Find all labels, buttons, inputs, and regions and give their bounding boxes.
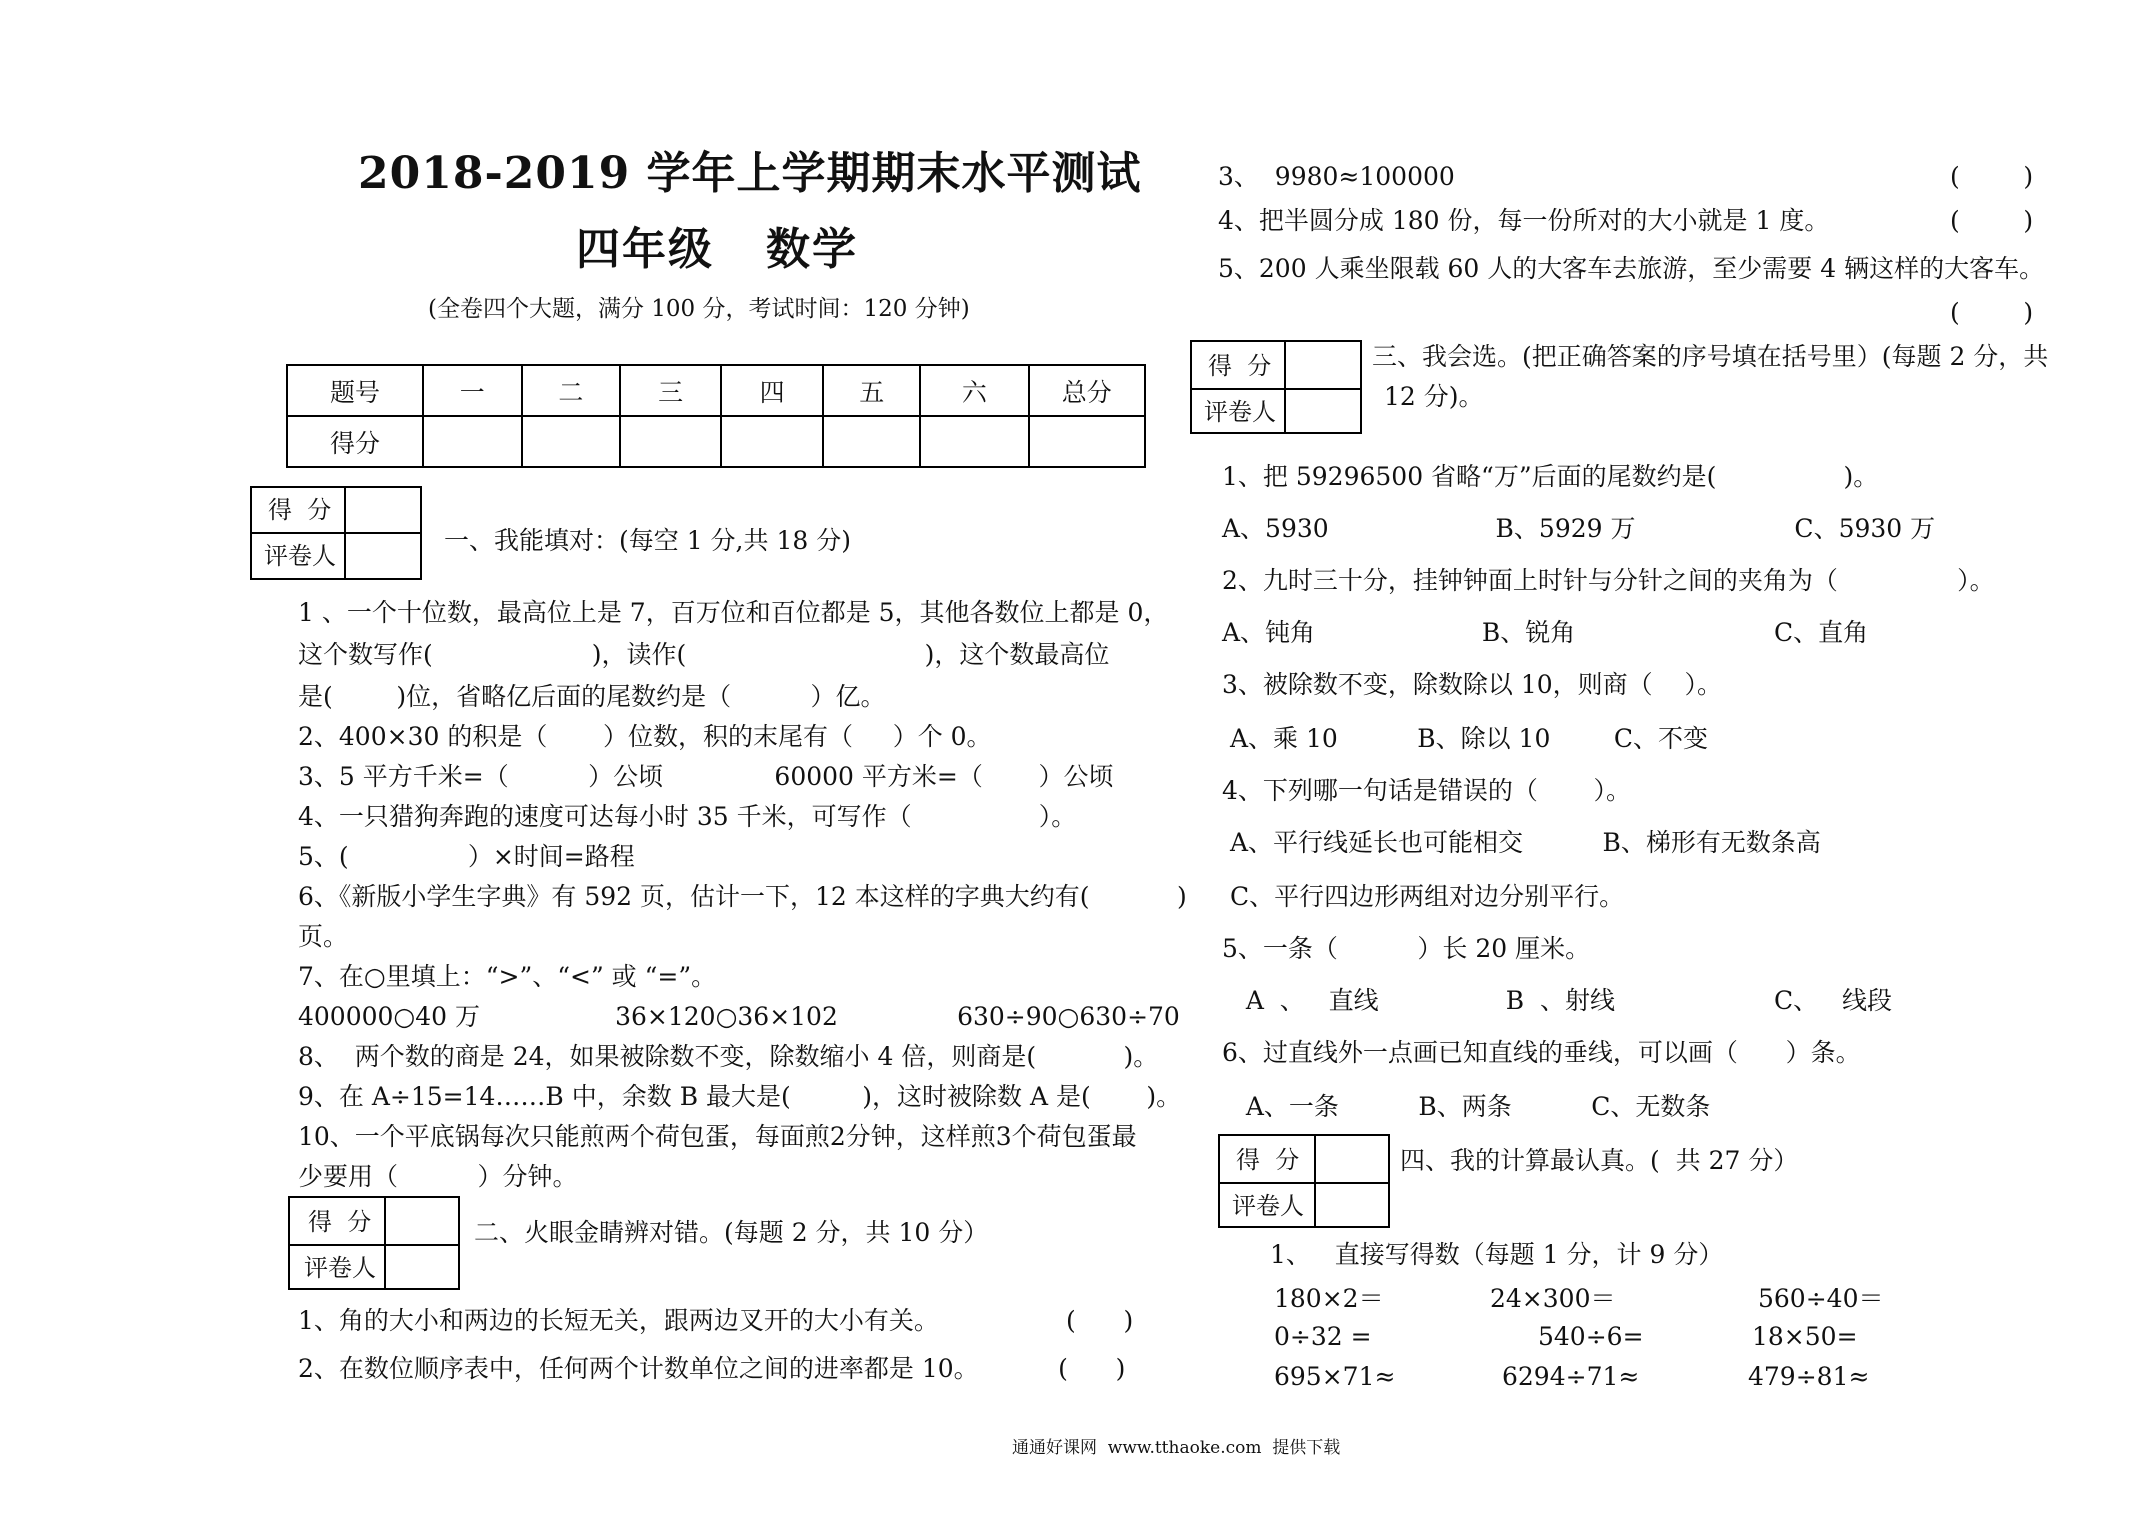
s1-line: 4、一只猎狗奔跑的速度可达每小时 35 千米，可写作（ ）。	[298, 802, 1077, 831]
s2-line: 2、在数位顺序表中，任何两个计数单位之间的进率都是 10。 ( )	[298, 1354, 1126, 1383]
calc-item: 540÷6=	[1538, 1322, 1644, 1351]
score-header-cell: 四	[721, 365, 824, 416]
s3-line: A、一条 B、两条 C、无数条	[1222, 1092, 1711, 1121]
score-table-score-row	[287, 416, 1145, 467]
s2-line-5: 5、200 人乘坐限载 60 人的大客车去旅游，至少需要 4 辆这样的大客车。	[1218, 254, 2045, 283]
calc-item: 0÷32 =	[1274, 1322, 1372, 1351]
score-table	[286, 364, 1146, 468]
s3-line: 2、九时三十分，挂钟钟面上时针与分针之间的夹角为（ ）。	[1222, 566, 1995, 595]
score-header-cell: 二	[522, 365, 621, 416]
s1-line: 7、在○里填上：“>”、“<” 或 “=”。	[298, 962, 717, 991]
calc-item: 18×50=	[1752, 1322, 1858, 1351]
score-table-header-row	[287, 365, 1145, 416]
grader-box-section4	[1218, 1134, 1390, 1228]
s1-line: 6、《新版小学生字典》有 592 页，估计一下，12 本这样的字典大约有( )	[298, 882, 1187, 911]
section3-heading: 三、我会选。(把正确答案的序号填在括号里）(每题 2 分，共	[1372, 342, 2049, 371]
grader-score-label: 得 分	[308, 1208, 372, 1236]
s1-line: 9、在 A÷15=14……B 中，余数 B 最大是( )，这时被除数 A 是( )。	[298, 1082, 1182, 1111]
section3-heading-cont: 12 分)。	[1384, 382, 1484, 411]
s1-line: 8、 两个数的商是 24，如果被除数不变，除数缩小 4 倍，则商是( )。	[298, 1042, 1159, 1071]
s2-line-3: 3、 9980≈100000	[1218, 162, 1455, 191]
s2-line: 1、角的大小和两边的长短无关，跟两边叉开的大小有关。 ( )	[298, 1306, 1134, 1335]
s1-line: 这个数写作( )，读作( )，这个数最高位	[298, 640, 1110, 669]
section2-heading: 二、火眼金睛辨对错。(每题 2 分，共 10 分）	[474, 1218, 989, 1247]
calc-item: 24×300＝	[1490, 1284, 1616, 1313]
s3-line: 5、一条（ ）长 20 厘米。	[1222, 934, 1591, 963]
s3-line: 6、过直线外一点画已知直线的垂线，可以画（ ）条。	[1222, 1038, 1861, 1067]
s1-line: 10、一个平底锅每次只能煎两个荷包蛋，每面煎2分钟，这样煎3个荷包蛋最	[298, 1122, 1137, 1151]
score-cell[interactable]	[423, 416, 522, 467]
score-header-cell: 总分	[1029, 365, 1145, 416]
answer-paren: ( )	[1950, 162, 2034, 191]
calc-item: 695×71≈	[1274, 1362, 1396, 1391]
score-header-cell: 五	[823, 365, 920, 416]
s1-line: 少要用（ ）分钟。	[298, 1162, 578, 1191]
calc-item: 479÷81≈	[1748, 1362, 1870, 1391]
exam-title: 2018-2019 学年上学期期末水平测试	[358, 148, 1142, 199]
s3-line: A、乘 10 B、除以 10 C、不变	[1222, 724, 1709, 753]
answer-paren: ( )	[1950, 298, 2034, 327]
section4-heading: 四、我的计算最认真。( 共 27 分）	[1400, 1146, 1799, 1175]
s3-line: C、平行四边形两组对边分别平行。	[1222, 882, 1625, 911]
footer-source: 通通好课网 www.tthaoke.com 提供下载	[1012, 1438, 1341, 1458]
s3-line: A、钝角 B、锐角 C、直角	[1222, 618, 1869, 647]
grader-score-label: 得 分	[1236, 1146, 1300, 1174]
grader-score-label: 得 分	[1208, 352, 1272, 380]
score-cell[interactable]	[920, 416, 1028, 467]
grader-name-label: 评卷人	[264, 542, 336, 570]
score-header-cell: 六	[920, 365, 1028, 416]
s3-line: A 、 直线 B 、射线 C、 线段	[1222, 986, 1892, 1015]
s1-line: 400000○40 万 36×120○36×102 630÷90○630÷70	[298, 1002, 1180, 1031]
answer-paren: ( )	[1950, 206, 2034, 235]
grader-box-section1	[250, 486, 422, 580]
score-row-label: 得分	[287, 416, 423, 467]
s1-line: 1 、一个十位数，最高位上是 7，百万位和百位都是 5，其他各数位上都是 0，	[298, 598, 1169, 627]
s2-line-4: 4、把半圆分成 180 份，每一份所对的大小就是 1 度。	[1218, 206, 1830, 235]
score-header-cell: 题号	[287, 365, 423, 416]
grader-box-section3	[1190, 340, 1362, 434]
s3-line: 3、被除数不变，除数除以 10，则商（ ）。	[1222, 670, 1722, 699]
s3-line: A、5930 B、5929 万 C、5930 万	[1222, 514, 1936, 543]
grader-score-label: 得 分	[268, 496, 332, 524]
score-header-cell: 三	[620, 365, 721, 416]
grader-box-section2	[288, 1196, 460, 1290]
s1-line: 3、5 平方千米=（ ）公顷 60000 平方米=（ ）公顷	[298, 762, 1114, 791]
s1-line: 5、( ）×时间=路程	[298, 842, 635, 871]
section1-heading: 一、我能填对：(每空 1 分,共 18 分)	[444, 526, 851, 555]
score-cell[interactable]	[620, 416, 721, 467]
score-header-cell: 一	[423, 365, 522, 416]
calc-item: 180×2＝	[1274, 1284, 1384, 1313]
exam-note: (全卷四个大题，满分 100 分，考试时间：120 分钟)	[428, 296, 970, 322]
score-cell[interactable]	[522, 416, 621, 467]
calc-item: 560÷40＝	[1758, 1284, 1884, 1313]
s3-line: 1、把 59296500 省略“万”后面的尾数约是( )。	[1222, 462, 1879, 491]
section4-sub: 1、 直接写得数（每题 1 分，计 9 分）	[1270, 1240, 1724, 1269]
score-cell[interactable]	[721, 416, 824, 467]
grader-name-label: 评卷人	[1204, 398, 1276, 426]
s1-line: 2、400×30 的积是（ ）位数，积的末尾有（ ）个 0。	[298, 722, 992, 751]
grader-name-label: 评卷人	[1232, 1192, 1304, 1220]
s1-line: 页。	[298, 922, 349, 951]
s1-line: 是( )位，省略亿后面的尾数约是（ ）亿。	[298, 682, 886, 711]
score-cell[interactable]	[823, 416, 920, 467]
exam-subtitle: 四年级 数学	[576, 224, 858, 275]
s3-line: 4、下列哪一句话是错误的（ ）。	[1222, 776, 1632, 805]
calc-item: 6294÷71≈	[1502, 1362, 1640, 1391]
grader-name-label: 评卷人	[304, 1254, 376, 1282]
score-cell[interactable]	[1029, 416, 1145, 467]
s3-line: A、平行线延长也可能相交 B、梯形有无数条高	[1222, 828, 1821, 857]
